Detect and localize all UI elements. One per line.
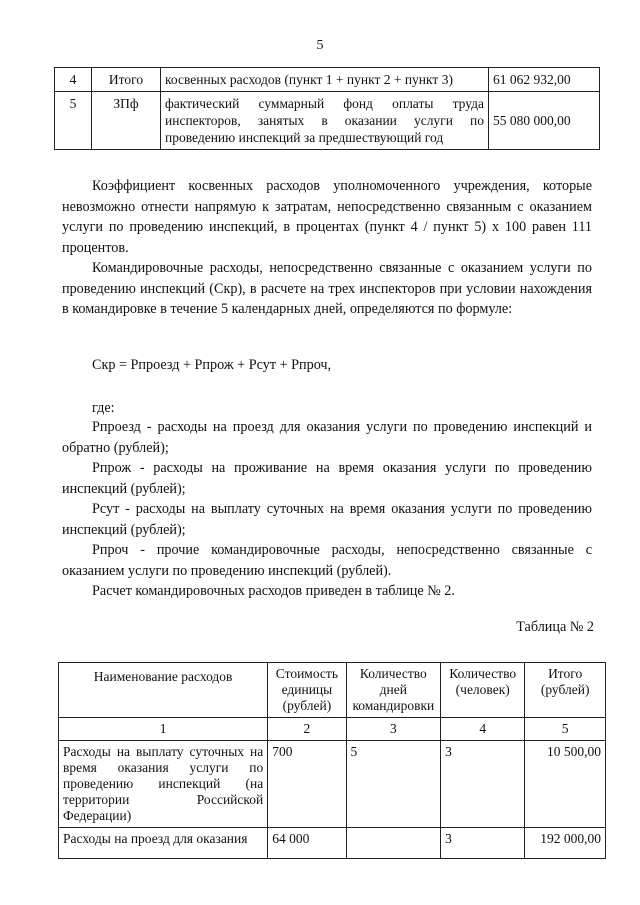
people-count: 3 [441,828,525,859]
row-number: 4 [55,68,92,92]
row-description: фактический суммарный фонд оплаты труда инспекторов, занятых в оказании услуги по проведению инспекций за предшествующий год [161,92,489,150]
column-header: Количество (человек) [441,663,525,718]
row-total: 10 500,00 [525,741,606,828]
paragraph-table-reference: Расчет командировочных расходов приведен в таблице № 2. [92,583,455,599]
table-header-row [59,663,606,718]
row-total: 192 000,00 [525,828,606,859]
column-number: 3 [346,718,441,741]
unit-cost: 700 [268,741,346,828]
row-code: Итого [92,68,161,92]
definition-other: Рпроч - прочие командировочные расходы, непосредственно связанные с оказанием услуги по проведению инспекций (рублей). [62,542,592,579]
column-number: 4 [441,718,525,741]
column-number: 2 [268,718,346,741]
table-row [55,68,600,92]
column-number-row [59,718,606,741]
definition-travel: Рпроезд - расходы на проезд для оказания услуги по проведению инспекций и обратно (рублей); [62,419,592,456]
column-header: Количество дней командировки [346,663,441,718]
column-number: 5 [525,718,606,741]
paragraph-coefficient: Коэффициент косвенных расходов уполномоченного учреждения, которые невозможно отнести напрямую к затратам, непосредственно связанным с оказанием услуги по проведению инспекций, в процентах (пункт 4 / пункт 5) х 100 равен 111 процентов. [62,178,592,256]
expense-name: Расходы на проезд для оказания [59,828,268,859]
where-label: где: [92,400,115,416]
column-header: Стоимость единицы (рублей) [268,663,346,718]
days-count: 5 [346,741,441,828]
table-row [59,741,606,828]
table-row [59,828,606,859]
row-value: 61 062 932,00 [489,68,600,92]
people-count: 3 [441,741,525,828]
table-caption: Таблица № 2 [516,619,594,635]
column-number: 1 [59,718,268,741]
row-code: ЗПф [92,92,161,150]
expense-name: Расходы на выплату суточных на время оказания услуги по проведению инспекций (на территории Российской Федерации) [59,741,268,828]
definition-per-diem: Рсут - расходы на выплату суточных на время оказания услуги по проведению инспекций (рублей); [62,501,592,538]
definition-accommodation: Рпрож - расходы на проживание на время оказания услуги по проведению инспекций (рублей); [62,460,592,497]
column-header: Наименование расходов [59,663,268,718]
formula: Скр = Рпроезд + Рпрож + Рсут + Рпроч, [92,357,332,373]
days-count [346,828,441,859]
cost-table-continuation [54,67,600,150]
row-number: 5 [55,92,92,150]
unit-cost: 64 000 [268,828,346,859]
paragraph-travel-expenses: Командировочные расходы, непосредственно связанные с оказанием услуги по проведению инспекций (Скр), в расчете на трех инспекторов при условии нахождения в командировке в течение 5 календарных дней, определяются по формуле: [62,260,592,317]
column-header: Итого (рублей) [525,663,606,718]
row-value: 55 080 000,00 [489,92,600,150]
travel-expenses-table [58,662,606,859]
row-description: косвенных расходов (пункт 1 + пункт 2 + пункт 3) [161,68,489,92]
page-number: 5 [316,38,324,53]
table-row [55,92,600,150]
